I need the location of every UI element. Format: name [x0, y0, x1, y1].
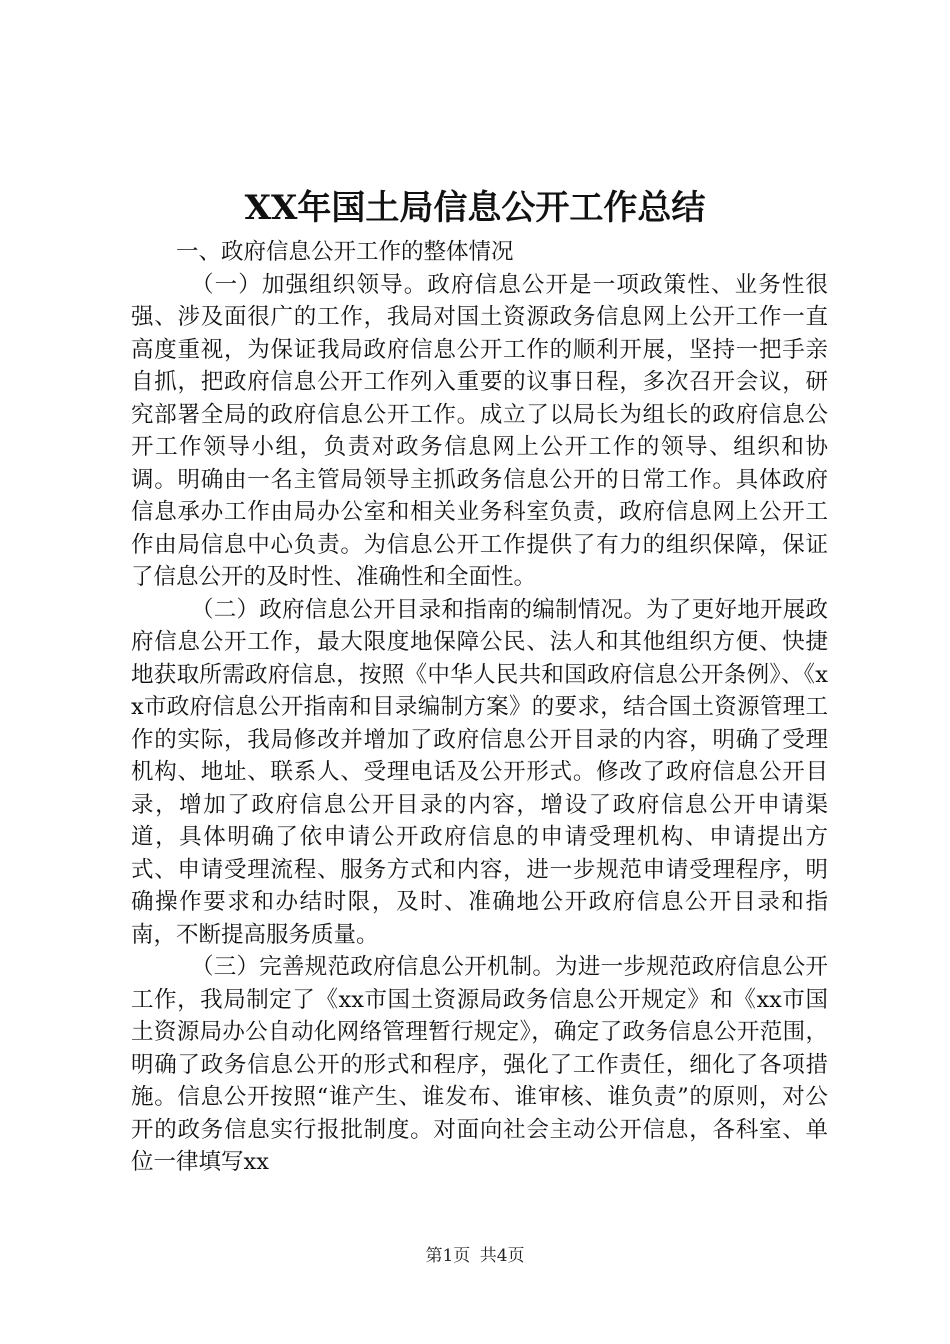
page-footer: [0, 1244, 950, 1268]
page-number: 第1页: [425, 1246, 471, 1266]
document-body: [131, 236, 828, 1179]
page-total: 共4页: [479, 1246, 525, 1266]
section-heading: 一、政府信息公开工作的整体情况: [176, 239, 514, 265]
document-title: XX年国土局信息公开工作总结: [244, 188, 706, 228]
paragraph-2: （二）政府信息公开目录和指南的编制情况。为了更好地开展政府信息公开工作，最大限度地保障公民、法人和其他组织方便、快捷地获取所需政府信息，按照《中华人民共和国政府信息公开条例》、《xx市政府信息公开指南和目录编制方案》的要求，结合国土资源管理工作的实际，我局修改并增加了政府信息公开目录的内容，明确了受理机构、地址、联系人、受理电话及公开形式。修改了政府信息公开目录，增加了政府信息公开目录的内容，增设了政府信息公开申请渠道，具体明确了依申请公开政府信息的申请受理机构、申请提出方式、申请受理流程、服务方式和内容，进一步规范申请受理程序，明确操作要求和办结时限，及时、准确地公开政府信息公开目录和指南，不断提高服务质量。: [131, 596, 828, 948]
paragraph-3: （三）完善规范政府信息公开机制。为进一步规范政府信息公开工作，我局制定了《xx市国土资源局政务信息公开规定》和《xx市国土资源局办公自动化网络管理暂行规定》，确定了政务信息公开范围，明确了政务信息公开的形式和程序，强化了工作责任，细化了各项措施。信息公开按照“谁产生、谁发布、谁审核、谁负责”的原则，对公开的政务信息实行报批制度。对面向社会主动公开信息，各科室、单位一律填写xx: [131, 954, 828, 1175]
paragraph-1: （一）加强组织领导。政府信息公开是一项政策性、业务性很强、涉及面很广的工作，我局对国土资源政务信息网上公开工作一直高度重视，为保证我局政府信息公开工作的顺利开展，坚持一把手亲自抓，把政府信息公开工作列入重要的议事日程，多次召开会议，研究部署全局的政府信息公开工作。成立了以局长为组长的政府信息公开工作领导小组，负责对政务信息网上公开工作的领导、组织和协调。明确由一名主管局领导主抓政务信息公开的日常工作。具体政府信息承办工作由局办公室和相关业务科室负责，政府信息网上公开工作由局信息中心负责。为信息公开工作提供了有力的组织保障，保证了信息公开的及时性、准确性和全面性。: [131, 271, 828, 590]
